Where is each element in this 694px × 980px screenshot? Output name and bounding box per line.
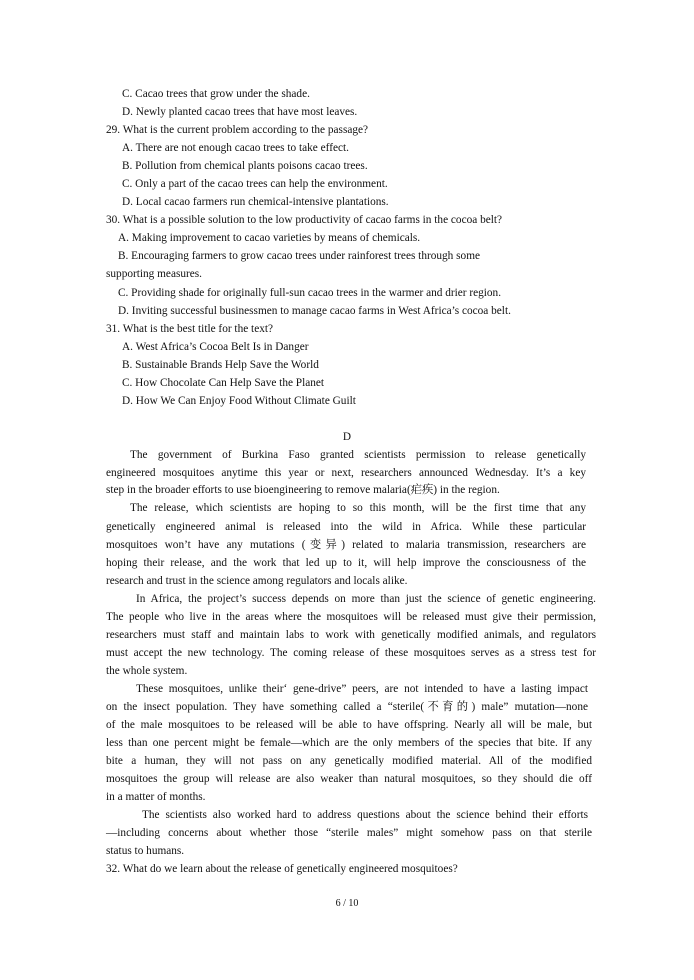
passage-d-p1-line: engineered mosquitoes anytime this year or next, researchers announced Wednesday. It’s a key — [106, 467, 586, 479]
passage-d-p3-line: researchers must staff and maintain labs to work with genetically modified animals, and regulators — [106, 629, 596, 641]
passage-d-p2-line: genetically engineered animal is released into the wild in Africa. While these particular — [106, 521, 586, 533]
passage-d-p3-line: the whole system. — [106, 665, 188, 677]
q28-option-c: C. Cacao trees that grow under the shade. — [122, 88, 310, 100]
passage-d-p4-line: bite a human, they will not pass on any genetically modified material. All of the modified — [106, 755, 592, 767]
q30-stem: 30. What is a possible solution to the low productivity of cacao farms in the cocoa belt? — [106, 214, 503, 226]
passage-d-p4-line: on the insect population. They have something called a “sterile(不育的) male” mutation—none — [106, 701, 588, 713]
passage-d-p4-line: of the male mosquitoes to be released will be able to have offspring. Nearly all will be male, but — [106, 719, 592, 731]
section-d-heading: D — [342, 431, 352, 443]
passage-d-p1-line: The government of Burkina Faso granted scientists permission to release genetically — [130, 449, 586, 461]
q31-option-a: A. West Africa’s Cocoa Belt Is in Danger — [122, 341, 309, 353]
q32-stem: 32. What do we learn about the release of genetically engineered mosquitoes? — [106, 863, 458, 875]
passage-d-p1-line: step in the broader efforts to use bioengineering to remove malaria(疟疾) in the region. — [106, 484, 500, 496]
passage-d-p3-line: The people who live in the areas where the mosquitoes will be released must give their permission, — [106, 611, 596, 623]
q31-stem: 31. What is the best title for the text? — [106, 323, 274, 335]
q30-option-c: C. Providing shade for originally full-sun cacao trees in the warmer and drier region. — [118, 287, 502, 299]
q30-option-a: A. Making improvement to cacao varieties by means of chemicals. — [118, 232, 421, 244]
passage-d-p4-line: less than one percent might be female—which are the only members of the species that bite. If any — [106, 737, 592, 749]
q29-option-a: A. There are not enough cacao trees to take effect. — [122, 142, 349, 154]
passage-d-p4-line: These mosquitoes, unlike their‘ gene-drive” peers, are not intended to have a lasting impact — [136, 683, 588, 695]
q31-option-b: B. Sustainable Brands Help Save the World — [122, 359, 319, 371]
passage-d-p5-line: status to humans. — [106, 845, 185, 857]
passage-d-p4-line: in a matter of months. — [106, 791, 206, 803]
passage-d-p2-line: research and trust in the science among regulators and locals alike. — [106, 575, 408, 587]
q29-option-d: D. Local cacao farmers run chemical-intensive plantations. — [122, 196, 389, 208]
q31-option-d: D. How We Can Enjoy Food Without Climate Guilt — [122, 395, 356, 407]
passage-d-p3-line: In Africa, the project’s success depends on more than just the science of genetic engineering. — [136, 593, 596, 605]
q30-option-d: D. Inviting successful businessmen to manage cacao farms in West Africa’s cocoa belt. — [118, 305, 511, 317]
q30-option-b-line1: B. Encouraging farmers to grow cacao trees under rainforest trees through some — [118, 250, 480, 262]
q31-option-c: C. How Chocolate Can Help Save the Planet — [122, 377, 325, 389]
passage-d-p4-line: mosquitoes the group will release are also weaker than natural mosquitoes, so they should die off — [106, 773, 592, 785]
passage-d-p2-line: The release, which scientists are hoping to so this month, will be the first time that any — [130, 502, 586, 514]
passage-d-p2-line: mosquitoes won’t have any mutations (变异) related to malaria transmission, researchers are — [106, 539, 586, 551]
q28-option-d: D. Newly planted cacao trees that have most leaves. — [122, 106, 358, 118]
page-number: 6 / 10 — [335, 898, 359, 909]
passage-d-p5-line: The scientists also worked hard to address questions about the science behind their efforts — [142, 809, 588, 821]
q29-option-c: C. Only a part of the cacao trees can help the environment. — [122, 178, 388, 190]
passage-d-p3-line: must accept the new technology. The coming release of these mosquitoes serves as a stress test for — [106, 647, 596, 659]
q30-option-b-line2: supporting measures. — [106, 268, 203, 280]
passage-d-p2-line: hoping their release, and the work that led up to it, will help improve the consciousness of the — [106, 557, 586, 569]
passage-d-p5-line: —including concerns about whether those “sterile males” might somehow pass on that sterile — [106, 827, 592, 839]
q29-option-b: B. Pollution from chemical plants poisons cacao trees. — [122, 160, 368, 172]
q29-stem: 29. What is the current problem according to the passage? — [106, 124, 369, 136]
